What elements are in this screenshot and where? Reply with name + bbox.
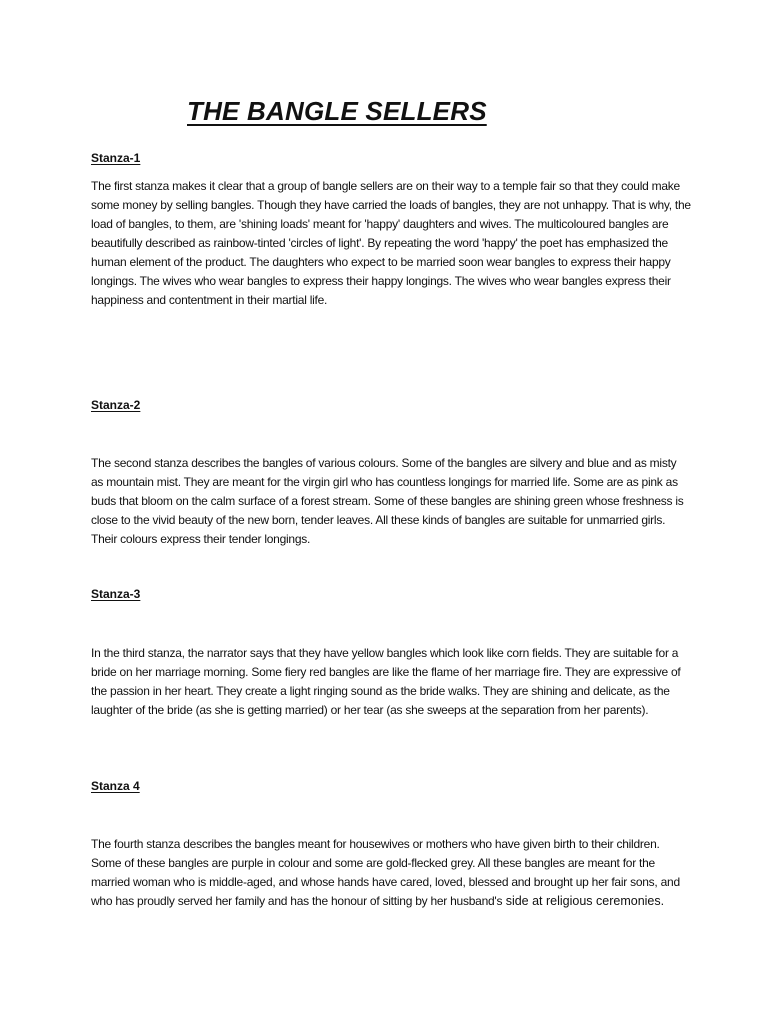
stanza-4-text-tail: side at religious ceremonies. (502, 894, 665, 908)
document-title: THE BANGLE SELLERS (187, 96, 487, 126)
stanza-2-heading: Stanza-2 (91, 398, 141, 412)
stanza-3-heading: Stanza-3 (91, 587, 141, 601)
stanza-4-heading: Stanza 4 (91, 779, 140, 793)
stanza-3-paragraph: In the third stanza, the narrator says that they have yellow bangles which look like corn fields. They are suitable for a bride on her marriage morning. Some fiery red bangles are like the flame of her marriage fire. They are expressive of the passion in her heart. They create a light ringing sound as the bride walks. They are shining and delicate, as the laughter of the bride (as she is getting married) or her tear (as she sweeps at the separation from her parents). (91, 646, 681, 717)
stanza-1-paragraph: The first stanza makes it clear that a group of bangle sellers are on their way to a temple fair so that they could make some money by selling bangles. Though they have carried the loads of bangles, they are not unhappy. That is why, the load of bangles, to them, are 'shining loads' meant for 'happy' daughters and wives. The multicoloured bangles are beautifully described as rainbow-tinted 'circles of light'. By repeating the word 'happy' the poet has emphasized the human element of the product. The daughters who expect to be married soon wear bangles to express their happy longings. The wives who wear bangles to express their happy longings. The wives who wear bangles express their happiness and contentment in their martial life. (91, 179, 691, 307)
stanza-1-heading: Stanza-1 (91, 151, 141, 165)
stanza-4-paragraph (91, 835, 691, 911)
stanza-2-paragraph: The second stanza describes the bangles of various colours. Some of the bangles are silvery and blue and as misty as mountain mist. They are meant for the virgin girl who has countless longings for married life. Some are as pink as buds that bloom on the calm surface of a forest stream. Some of these bangles are shining green whose freshness is close to the vivid beauty of the new born, tender leaves. All these kinds of bangles are suitable for unmarried girls. Their colours express their tender longings. (91, 456, 684, 546)
stanza-4-text: The fourth stanza describes the bangles meant for housewives or mothers who have given birth to their children. Some of these bangles are purple in colour and some are gold-flecked grey. All these bangles are meant for the married woman who is middle-aged, and whose hands have cared, loved, blessed and brought up her fair sons, and who has proudly served her family and has the honour of sitting by her husband's (91, 837, 680, 908)
